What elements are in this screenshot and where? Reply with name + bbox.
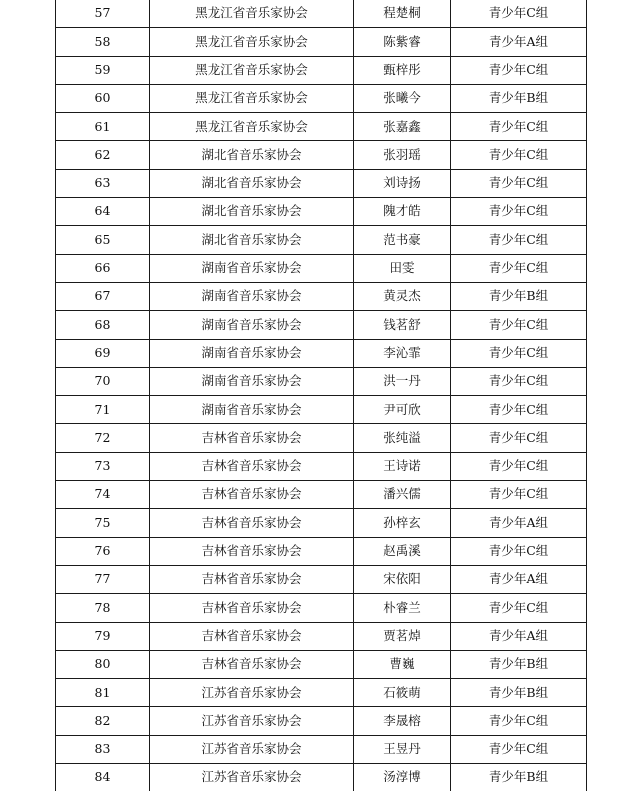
row-name: 张曦今 bbox=[354, 84, 451, 112]
row-organization: 吉林省音乐家协会 bbox=[150, 424, 354, 452]
row-name: 贾茗焯 bbox=[354, 622, 451, 650]
row-group: 青少年C组 bbox=[451, 141, 587, 169]
row-organization: 吉林省音乐家协会 bbox=[150, 622, 354, 650]
roster-table-body bbox=[56, 0, 587, 791]
row-number: 70 bbox=[56, 367, 150, 395]
row-number: 67 bbox=[56, 282, 150, 310]
row-group: 青少年B组 bbox=[451, 282, 587, 310]
table-row bbox=[56, 198, 587, 226]
row-number: 71 bbox=[56, 396, 150, 424]
table-row bbox=[56, 537, 587, 565]
row-organization: 湖北省音乐家协会 bbox=[150, 141, 354, 169]
row-number: 62 bbox=[56, 141, 150, 169]
row-name: 隗才皓 bbox=[354, 198, 451, 226]
row-name: 李晟榕 bbox=[354, 707, 451, 735]
row-group: 青少年C组 bbox=[451, 311, 587, 339]
row-group: 青少年C组 bbox=[451, 707, 587, 735]
table-row bbox=[56, 764, 587, 792]
table-row bbox=[56, 0, 587, 28]
row-name: 钱茗舒 bbox=[354, 311, 451, 339]
row-organization: 湖北省音乐家协会 bbox=[150, 169, 354, 197]
table-row bbox=[56, 396, 587, 424]
row-organization: 吉林省音乐家协会 bbox=[150, 594, 354, 622]
table-row bbox=[56, 226, 587, 254]
row-number: 65 bbox=[56, 226, 150, 254]
row-organization: 吉林省音乐家协会 bbox=[150, 452, 354, 480]
row-name: 范书豪 bbox=[354, 226, 451, 254]
row-organization: 江苏省音乐家协会 bbox=[150, 679, 354, 707]
row-group: 青少年C组 bbox=[451, 339, 587, 367]
row-name: 汤淳博 bbox=[354, 764, 451, 792]
row-number: 75 bbox=[56, 509, 150, 537]
table-row bbox=[56, 84, 587, 112]
table-row bbox=[56, 622, 587, 650]
table-row bbox=[56, 339, 587, 367]
row-group: 青少年C组 bbox=[451, 594, 587, 622]
row-number: 72 bbox=[56, 424, 150, 452]
row-number: 60 bbox=[56, 84, 150, 112]
row-name: 张纯溢 bbox=[354, 424, 451, 452]
row-name: 王昱丹 bbox=[354, 735, 451, 763]
row-group: 青少年A组 bbox=[451, 509, 587, 537]
row-number: 58 bbox=[56, 28, 150, 56]
row-number: 77 bbox=[56, 565, 150, 593]
row-group: 青少年B组 bbox=[451, 650, 587, 678]
row-group: 青少年A组 bbox=[451, 565, 587, 593]
row-organization: 黑龙江省音乐家协会 bbox=[150, 0, 354, 28]
row-group: 青少年C组 bbox=[451, 735, 587, 763]
row-group: 青少年C组 bbox=[451, 0, 587, 28]
row-name: 赵禹溪 bbox=[354, 537, 451, 565]
row-organization: 黑龙江省音乐家协会 bbox=[150, 28, 354, 56]
table-row bbox=[56, 650, 587, 678]
row-number: 64 bbox=[56, 198, 150, 226]
row-number: 80 bbox=[56, 650, 150, 678]
row-number: 61 bbox=[56, 113, 150, 141]
table-row bbox=[56, 707, 587, 735]
row-name: 朴睿兰 bbox=[354, 594, 451, 622]
row-organization: 湖南省音乐家协会 bbox=[150, 339, 354, 367]
row-group: 青少年B组 bbox=[451, 84, 587, 112]
row-group: 青少年C组 bbox=[451, 367, 587, 395]
table-row bbox=[56, 452, 587, 480]
row-name: 田雯 bbox=[354, 254, 451, 282]
row-number: 66 bbox=[56, 254, 150, 282]
table-row bbox=[56, 254, 587, 282]
row-name: 尹可欣 bbox=[354, 396, 451, 424]
row-number: 69 bbox=[56, 339, 150, 367]
row-organization: 吉林省音乐家协会 bbox=[150, 481, 354, 509]
row-group: 青少年C组 bbox=[451, 452, 587, 480]
row-organization: 黑龙江省音乐家协会 bbox=[150, 84, 354, 112]
row-number: 78 bbox=[56, 594, 150, 622]
row-number: 79 bbox=[56, 622, 150, 650]
row-organization: 湖南省音乐家协会 bbox=[150, 254, 354, 282]
row-name: 李沁霏 bbox=[354, 339, 451, 367]
row-organization: 湖北省音乐家协会 bbox=[150, 198, 354, 226]
row-name: 陈紫睿 bbox=[354, 28, 451, 56]
table-row bbox=[56, 113, 587, 141]
row-number: 83 bbox=[56, 735, 150, 763]
row-organization: 吉林省音乐家协会 bbox=[150, 565, 354, 593]
row-organization: 湖南省音乐家协会 bbox=[150, 396, 354, 424]
row-number: 73 bbox=[56, 452, 150, 480]
table-row bbox=[56, 679, 587, 707]
roster-table bbox=[55, 0, 587, 791]
row-name: 孙梓玄 bbox=[354, 509, 451, 537]
row-organization: 湖南省音乐家协会 bbox=[150, 367, 354, 395]
row-organization: 黑龙江省音乐家协会 bbox=[150, 56, 354, 84]
row-group: 青少年C组 bbox=[451, 396, 587, 424]
table-row bbox=[56, 367, 587, 395]
row-group: 青少年C组 bbox=[451, 113, 587, 141]
table-row bbox=[56, 735, 587, 763]
table-row bbox=[56, 481, 587, 509]
row-group: 青少年C组 bbox=[451, 481, 587, 509]
row-name: 甄梓彤 bbox=[354, 56, 451, 84]
table-row bbox=[56, 594, 587, 622]
row-organization: 吉林省音乐家协会 bbox=[150, 537, 354, 565]
row-name: 王诗诺 bbox=[354, 452, 451, 480]
row-group: 青少年C组 bbox=[451, 226, 587, 254]
table-row bbox=[56, 424, 587, 452]
row-name: 黄灵杰 bbox=[354, 282, 451, 310]
row-number: 59 bbox=[56, 56, 150, 84]
row-organization: 黑龙江省音乐家协会 bbox=[150, 113, 354, 141]
row-number: 74 bbox=[56, 481, 150, 509]
row-number: 84 bbox=[56, 764, 150, 792]
row-number: 81 bbox=[56, 679, 150, 707]
table-row bbox=[56, 28, 587, 56]
table-row bbox=[56, 56, 587, 84]
row-name: 潘兴儒 bbox=[354, 481, 451, 509]
row-organization: 江苏省音乐家协会 bbox=[150, 707, 354, 735]
row-group: 青少年C组 bbox=[451, 424, 587, 452]
row-organization: 吉林省音乐家协会 bbox=[150, 509, 354, 537]
row-group: 青少年B组 bbox=[451, 764, 587, 792]
table-row bbox=[56, 141, 587, 169]
row-group: 青少年C组 bbox=[451, 198, 587, 226]
row-name: 洪一丹 bbox=[354, 367, 451, 395]
row-number: 63 bbox=[56, 169, 150, 197]
row-group: 青少年A组 bbox=[451, 28, 587, 56]
row-name: 刘诗扬 bbox=[354, 169, 451, 197]
table-row bbox=[56, 311, 587, 339]
table-row bbox=[56, 565, 587, 593]
row-name: 张嘉鑫 bbox=[354, 113, 451, 141]
row-name: 程楚桐 bbox=[354, 0, 451, 28]
row-number: 76 bbox=[56, 537, 150, 565]
row-group: 青少年C组 bbox=[451, 56, 587, 84]
roster-sheet bbox=[55, 0, 586, 791]
row-name: 曹巍 bbox=[354, 650, 451, 678]
row-number: 82 bbox=[56, 707, 150, 735]
row-organization: 湖南省音乐家协会 bbox=[150, 311, 354, 339]
table-row bbox=[56, 169, 587, 197]
row-number: 68 bbox=[56, 311, 150, 339]
row-name: 宋依阳 bbox=[354, 565, 451, 593]
row-group: 青少年C组 bbox=[451, 254, 587, 282]
row-name: 石筱萌 bbox=[354, 679, 451, 707]
row-group: 青少年A组 bbox=[451, 622, 587, 650]
table-row bbox=[56, 282, 587, 310]
row-organization: 湖南省音乐家协会 bbox=[150, 282, 354, 310]
row-name: 张羽瑶 bbox=[354, 141, 451, 169]
row-organization: 江苏省音乐家协会 bbox=[150, 735, 354, 763]
row-group: 青少年C组 bbox=[451, 537, 587, 565]
row-organization: 湖北省音乐家协会 bbox=[150, 226, 354, 254]
row-organization: 江苏省音乐家协会 bbox=[150, 764, 354, 792]
table-row bbox=[56, 509, 587, 537]
row-group: 青少年C组 bbox=[451, 169, 587, 197]
row-organization: 吉林省音乐家协会 bbox=[150, 650, 354, 678]
row-number: 57 bbox=[56, 0, 150, 28]
row-group: 青少年B组 bbox=[451, 679, 587, 707]
